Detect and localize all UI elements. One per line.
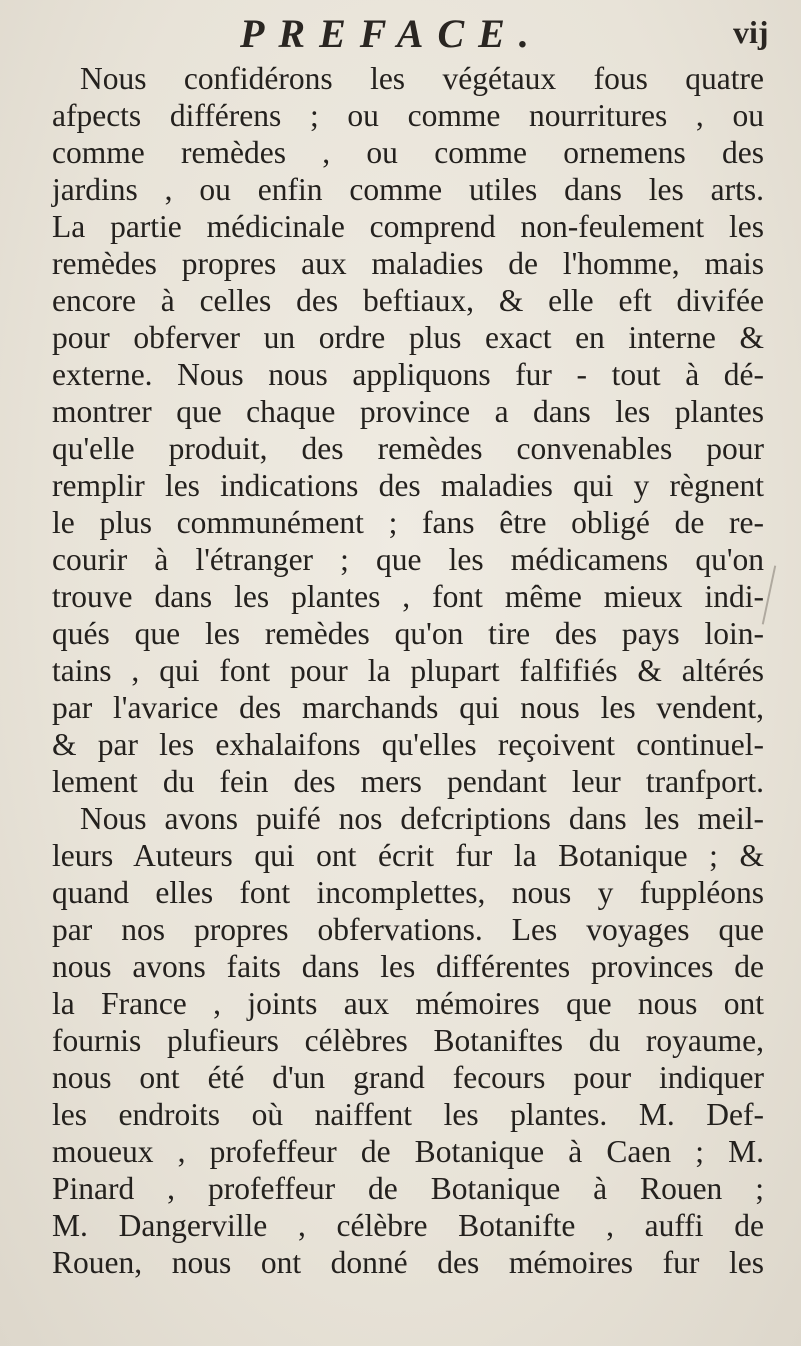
- text-line: encore à celles des beftiaux, & elle eft divifée: [52, 283, 764, 318]
- text-line: trouve dans les plantes , font même mieux indi-: [52, 579, 764, 614]
- text-line: courir à l'étranger ; que les médicamens qu'on: [52, 542, 764, 577]
- text-line: tains , qui font pour la plupart falfifiés & altérés: [52, 653, 764, 688]
- text-line: quand elles font incomplettes, nous y fuppléons: [52, 875, 764, 910]
- body-text: [52, 60, 764, 1281]
- text-line: Rouen, nous ont donné des mémoires fur les: [52, 1245, 764, 1280]
- text-line: & par les exhalaifons qu'elles reçoivent continuel-: [52, 727, 764, 762]
- text-line: Nous avons puifé nos defcriptions dans les meil-: [80, 801, 764, 836]
- text-line: externe. Nous nous appliquons fur - tout à dé-: [52, 357, 764, 392]
- text-line: remplir les indications des maladies qui y règnent: [52, 468, 764, 503]
- text-line: nous ont été d'un grand fecours pour indiquer: [52, 1060, 764, 1095]
- text-line: les endroits où naiffent les plantes. M. Def-: [52, 1097, 764, 1132]
- text-line: le plus communément ; fans être obligé de re-: [52, 505, 764, 540]
- text-line: qu'elle produit, des remèdes convenables pour: [52, 431, 764, 466]
- text-line: Pinard , profeffeur de Botanique à Rouen ;: [52, 1171, 764, 1206]
- text-line: afpects différens ; ou comme nourritures , ou: [52, 98, 764, 133]
- text-line: fournis plufieurs célèbres Botaniftes du royaume,: [52, 1023, 764, 1058]
- text-line: M. Dangerville , célèbre Botanifte , auffi de: [52, 1208, 764, 1243]
- text-line: moueux , profeffeur de Botanique à Caen ; M.: [52, 1134, 764, 1169]
- text-line: lement du fein des mers pendant leur tranfport.: [52, 764, 764, 799]
- text-line: par nos propres obfervations. Les voyages que: [52, 912, 764, 947]
- text-line: pour obferver un ordre plus exact en interne &: [52, 320, 764, 355]
- text-line: Nous confidérons les végétaux fous quatre: [80, 61, 764, 96]
- text-line: montrer que chaque province a dans les plantes: [52, 394, 764, 429]
- text-line: qués que les remèdes qu'on tire des pays loin-: [52, 616, 764, 651]
- page-header: [0, 10, 801, 58]
- text-line: nous avons faits dans les différentes provinces de: [52, 949, 764, 984]
- text-line: la France , joints aux mémoires que nous ont: [52, 986, 764, 1021]
- text-line: La partie médicinale comprend non-feulement les: [52, 209, 764, 244]
- text-line: par l'avarice des marchands qui nous les vendent,: [52, 690, 764, 725]
- text-line: comme remèdes , ou comme ornemens des: [52, 135, 764, 170]
- text-line: leurs Auteurs qui ont écrit fur la Botanique ; &: [52, 838, 764, 873]
- running-title: PREFACE.: [240, 11, 543, 56]
- text-line: remèdes propres aux maladies de l'homme, mais: [52, 246, 764, 281]
- text-line: jardins , ou enfin comme utiles dans les arts.: [52, 172, 764, 207]
- page-number: vij: [733, 14, 769, 50]
